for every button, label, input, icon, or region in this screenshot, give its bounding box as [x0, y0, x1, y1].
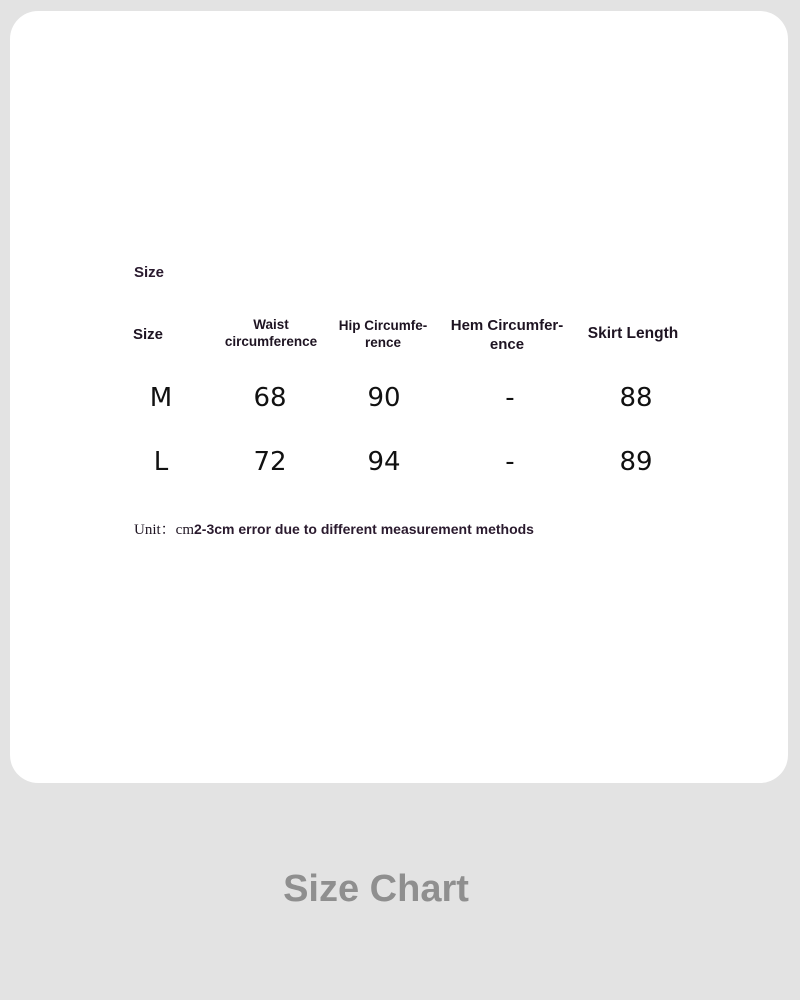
- header-hem: Hem Circumfer- ence: [450, 317, 564, 353]
- row-m-skirt-length: 88: [619, 383, 653, 413]
- row-m-size: M: [149, 383, 173, 413]
- row-l-waist: 72: [253, 447, 287, 477]
- unit-label: Unit：cm: [134, 522, 194, 538]
- size-chart-title: Size Chart: [283, 868, 469, 910]
- section-label: Size: [134, 264, 165, 281]
- header-skirt-length: Skirt Length: [587, 325, 679, 342]
- measurement-error-note: 2-3cm error due to different measurement methods: [194, 521, 534, 537]
- row-l-skirt-length: 89: [619, 447, 653, 477]
- row-m-hem: -: [505, 383, 515, 413]
- row-l-size: L: [153, 447, 169, 477]
- unit-note-row: [134, 518, 534, 539]
- header-hip: Hip Circumfe- rence: [338, 318, 428, 350]
- row-l-hem: -: [505, 447, 515, 477]
- header-waist: Waist circumference: [224, 317, 318, 349]
- row-m-hip: 90: [367, 383, 401, 413]
- row-l-hip: 94: [367, 447, 401, 477]
- header-size: Size: [133, 326, 164, 343]
- row-m-waist: 68: [253, 383, 287, 413]
